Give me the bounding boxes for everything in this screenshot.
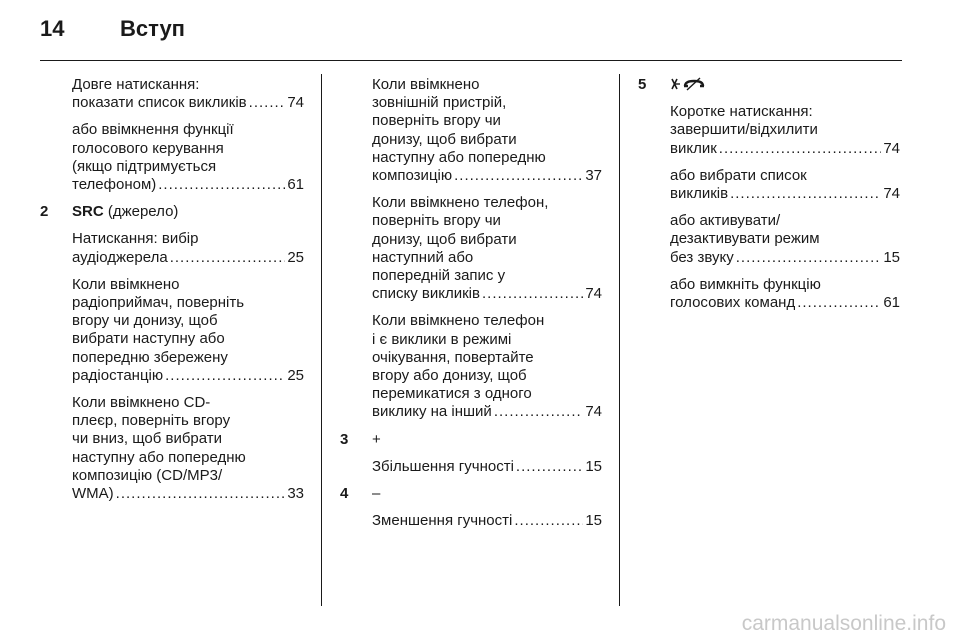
page-header	[40, 16, 185, 50]
watermark: carmanualsonline.info	[741, 612, 946, 635]
entry-voice-control: або ввімкнення функції голосового керування (якщо підтримується телефоном) ..... 61	[40, 121, 304, 194]
item-number: 4	[340, 485, 349, 503]
entry-call-list: або вибрати список викликів ..... 74	[638, 167, 900, 203]
entry-radio: Коли ввімкнено радіоприймач, поверніть вгору чи донизу, щоб вибрати наступну або попередню збережену радіостанцію ..... 25	[40, 276, 304, 385]
entry-cd-player: Коли ввімкнено CD- плеєр, поверніть вгору чи вниз, щоб вибрати наступну або попередню композицію (CD/MP3/ WMA) ..... 33	[40, 394, 304, 503]
plus-icon: +	[372, 430, 381, 448]
minus-icon: –	[372, 485, 381, 503]
item-3	[340, 431, 602, 449]
entry-select-source: Натискання: вибір аудіоджерела ..... 25	[40, 230, 304, 266]
page-number: 14	[40, 16, 65, 41]
src-label: SRC	[72, 203, 104, 221]
item-4	[340, 485, 602, 503]
entry-end-call: Коротке натискання: завершити/відхилити виклик ..... 74	[638, 103, 900, 158]
item-2: 2 SRC (джерело)	[40, 203, 179, 221]
entry-call-waiting: Коли ввімкнено телефон і є виклики в режимі очікування, повертайте вгору або донизу, щоб перемикатися з одного виклику на інший ..... 74	[340, 312, 602, 421]
entry-volume-up: Збільшення гучності ..... 15	[340, 458, 602, 476]
entry-external-device: Коли ввімкнено зовнішній пристрій, поверніть вгору чи донизу, щоб вибрати наступну або попередню композицію ..... 37	[340, 76, 602, 185]
entry-volume-down: Зменшення гучності ..... 15	[340, 512, 602, 530]
column-2	[340, 76, 602, 539]
item-number: 2	[40, 203, 49, 221]
entry-voice-commands-off: або вимкніть функцію голосових команд ..... 61	[638, 276, 900, 312]
item-number: 3	[340, 430, 349, 448]
column-3	[638, 76, 900, 321]
entry-phone-call-list: Коли ввімкнено телефон, поверніть вгору чи донизу, щоб вибрати наступний або попередній запис у списку викликів ..... 74	[340, 194, 602, 303]
column-divider-1	[321, 74, 322, 606]
entry-long-press: Довге натискання: показати список викликів ..... 74	[40, 76, 304, 112]
column-1	[40, 76, 304, 512]
column-divider-2	[619, 74, 620, 606]
item-number: 5	[638, 76, 647, 93]
entry-mute: або активувати/ дезактивувати режим без звуку ..... 15	[638, 212, 900, 267]
header-rule	[40, 60, 902, 61]
page-title: Вступ	[120, 16, 185, 41]
mute-hangup-icon	[670, 76, 710, 92]
item-5	[638, 76, 900, 94]
